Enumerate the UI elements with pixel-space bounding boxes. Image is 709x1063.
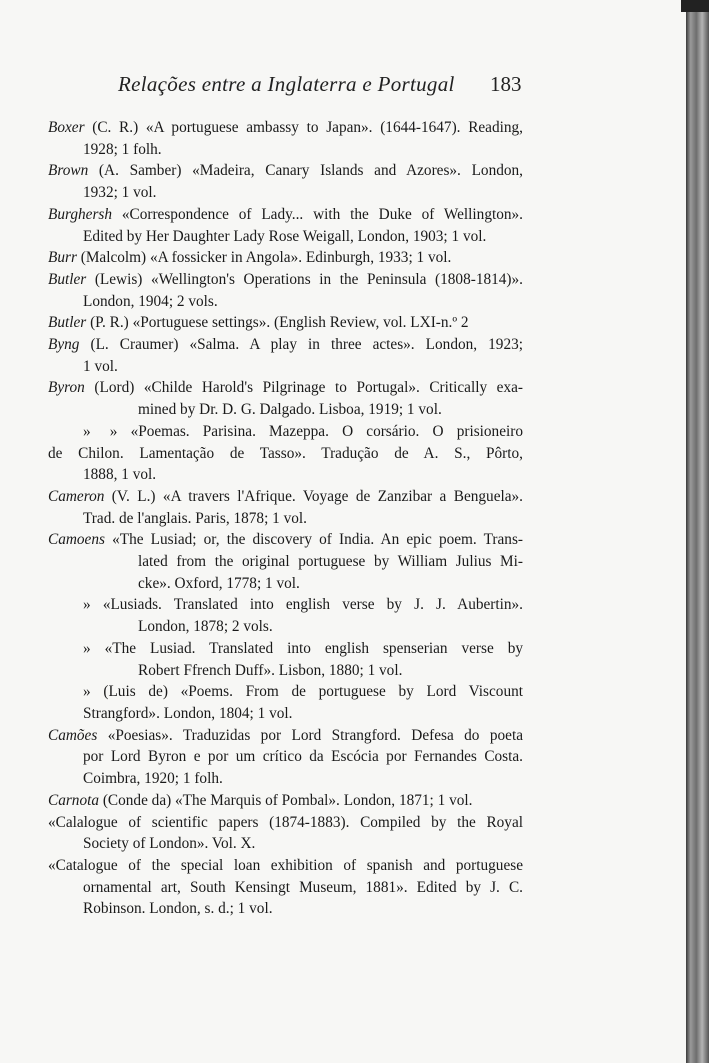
entry-line: [48, 855, 523, 877]
entry-text: (L. Craumer) «Salma. A play in three actes». London, 1923;: [79, 336, 523, 354]
bibliography-entry: [48, 334, 523, 377]
bibliography-entry: [48, 725, 523, 790]
entry-line: [48, 594, 523, 616]
bibliography-entry: [48, 681, 523, 724]
entry-text: ornamental art, South Kensingt Museum, 1881». Edited by J. C.: [83, 878, 523, 896]
entry-text: «The Lusiad; or, the discovery of India. An epic poem. Trans-: [104, 531, 523, 549]
bibliography-entry: [48, 790, 523, 812]
bibliography-entry: [48, 486, 523, 529]
entry-text: Coimbra, 1920; 1 folh.: [83, 770, 223, 788]
entry-line: [48, 269, 523, 291]
entry-line: [48, 616, 523, 638]
entry-line: [48, 204, 523, 226]
entry-text: 1 vol.: [83, 357, 118, 375]
entry-author: Boxer: [48, 119, 85, 136]
bibliography-entry: [48, 421, 523, 486]
entry-line: [48, 486, 523, 508]
entry-author: Butler: [48, 270, 87, 288]
entry-line: [48, 898, 523, 920]
entry-text: «Calalogue of scientific papers (1874-1883). Compiled by the Royal: [48, 813, 523, 831]
entry-text: «Lusiads. Translated into english verse by J. J. Aubertin».: [90, 596, 523, 614]
entry-line: [48, 725, 523, 747]
page-number: 183: [490, 72, 522, 96]
ditto-mark: » »: [83, 422, 118, 440]
entry-line: [48, 226, 523, 248]
bibliography-entry: [48, 594, 523, 637]
bibliography-entry: [48, 312, 523, 334]
ditto-mark: »: [83, 639, 91, 657]
bibliography-entry: [48, 855, 523, 920]
entry-text: Edited by Her Daughter Lady Rose Weigall, London, 1903; 1 vol.: [83, 227, 487, 245]
entry-line: [48, 291, 523, 313]
entry-text: Society of London». Vol. X.: [83, 835, 256, 853]
entry-text: 1928; 1 folh.: [83, 140, 162, 158]
entry-line: [48, 660, 523, 682]
entry-line: [48, 443, 523, 465]
entry-line: [48, 703, 523, 725]
entry-text: de Chilon. Lamentação de Tasso». Tradução de A. S., Pôrto,: [48, 444, 523, 462]
entry-text: (Luis de) «Poems. From de portuguese by Lord Viscount: [90, 683, 523, 701]
entry-text: por Lord Byron e por um crítico da Escócia por Fernandes Costa.: [83, 748, 523, 766]
entry-line: [48, 117, 523, 139]
entry-line: [48, 746, 523, 768]
entry-line: [48, 877, 523, 899]
bibliography-entry: [48, 638, 523, 681]
entry-text: (V. L.) «A travers l'Afrique. Voyage de Zanzibar a Benguela».: [104, 487, 523, 505]
entry-text: Robert Ffrench Duff». Lisbon, 1880; 1 vol.: [138, 661, 403, 679]
entry-author: Burr: [48, 249, 77, 267]
entry-text: Trad. de l'anglais. Paris, 1878; 1 vol.: [83, 509, 307, 527]
entry-text: «Correspondence of Lady... with the Duke of Wellington».: [112, 205, 523, 223]
entry-text: London, 1878; 2 vols.: [138, 618, 273, 636]
entry-author: Camões: [48, 726, 98, 744]
entry-text: (Lewis) «Wellington's Operations in the Peninsula (1808-1814)».: [86, 270, 523, 288]
entry-text: London, 1904; 2 vols.: [83, 292, 218, 310]
page-header: [0, 72, 686, 102]
entry-text: (Lord) «Childe Harold's Pilgrinage to Portugal». Critically exa-: [84, 379, 523, 397]
entry-text: 1932; 1 vol.: [83, 184, 157, 202]
entry-line: [48, 551, 523, 573]
entry-text: mined by Dr. D. G. Dalgado. Lisboa, 1919; 1 vol.: [138, 401, 442, 419]
bibliography-entry: [48, 269, 523, 312]
entry-author: Carnota: [48, 791, 99, 809]
entry-text: Strangford». London, 1804; 1 vol.: [83, 704, 293, 722]
entry-text: (Conde da) «The Marquis of Pombal». London, 1871; 1 vol.: [99, 791, 473, 809]
entry-line: [48, 356, 523, 378]
bibliography-entry: [48, 529, 523, 594]
bibliography-entry: [48, 247, 523, 269]
entry-author: Burghersh: [48, 205, 113, 223]
running-title: Relações entre a Inglaterra e Portugal: [118, 72, 455, 96]
entry-line: [48, 139, 523, 161]
entry-text: «The Lusiad. Translated into english spenserian verse by: [90, 639, 523, 657]
entry-text: lated from the original portuguese by William Julius Mi-: [138, 553, 523, 571]
entry-text: (P. R.) «Portuguese settings». (English Review, vol. LXI-n.º 2: [86, 314, 469, 332]
entry-line: [48, 247, 523, 269]
entry-author: Camoens: [48, 531, 105, 549]
entry-text: 1888, 1 vol.: [83, 466, 157, 484]
bibliography-entry: [48, 204, 523, 247]
ditto-mark: »: [83, 683, 91, 701]
entry-text: (Malcolm) «A fossicker in Angola». Edinburgh, 1933; 1 vol.: [76, 249, 452, 267]
bibliography-entry: [48, 160, 523, 203]
entry-line: [48, 638, 523, 660]
entry-line: [48, 377, 523, 399]
entry-author: Brown: [48, 162, 89, 180]
entry-text: «Poemas. Parisina. Mazeppa. O corsário. O prisioneiro: [117, 422, 523, 440]
entry-line: [48, 768, 523, 790]
book-spine-shadow: [681, 0, 709, 12]
entry-text: «Catalogue of the special loan exhibition of spanish and portuguese: [48, 856, 523, 874]
bibliography-entry: [48, 377, 523, 420]
book-spine-edge: [686, 0, 709, 1063]
entry-line: [48, 160, 523, 182]
entry-line: [48, 182, 523, 204]
entry-line: [48, 790, 523, 812]
entry-author: Butler: [48, 314, 87, 332]
bibliography-list: [48, 117, 523, 920]
entry-line: [48, 833, 523, 855]
entry-text: cke». Oxford, 1778; 1 vol.: [138, 574, 300, 592]
bibliography-entry: [48, 117, 523, 160]
entry-text: «Poesias». Traduzidas por Lord Strangford. Defesa do poeta: [97, 726, 523, 744]
entry-text: Robinson. London, s. d.; 1 vol.: [83, 900, 273, 918]
entry-line: [48, 508, 523, 530]
entry-text: (A. Samber) «Madeira, Canary Islands and Azores». London,: [88, 162, 523, 180]
entry-line: [48, 681, 523, 703]
entry-author: Cameron: [48, 487, 105, 505]
entry-line: [48, 334, 523, 356]
entry-author: Byng: [48, 336, 80, 354]
entry-text: (C. R.) «A portuguese ambassy to Japan». (1644-1647). Reading,: [84, 119, 523, 136]
entry-line: [48, 812, 523, 834]
entry-line: [48, 312, 523, 334]
entry-line: [48, 464, 523, 486]
entry-line: [48, 399, 523, 421]
entry-line: [48, 573, 523, 595]
entry-author: Byron: [48, 379, 85, 397]
ditto-mark: »: [83, 596, 91, 614]
bibliography-entry: [48, 812, 523, 855]
entry-line: [48, 421, 523, 443]
entry-line: [48, 529, 523, 551]
